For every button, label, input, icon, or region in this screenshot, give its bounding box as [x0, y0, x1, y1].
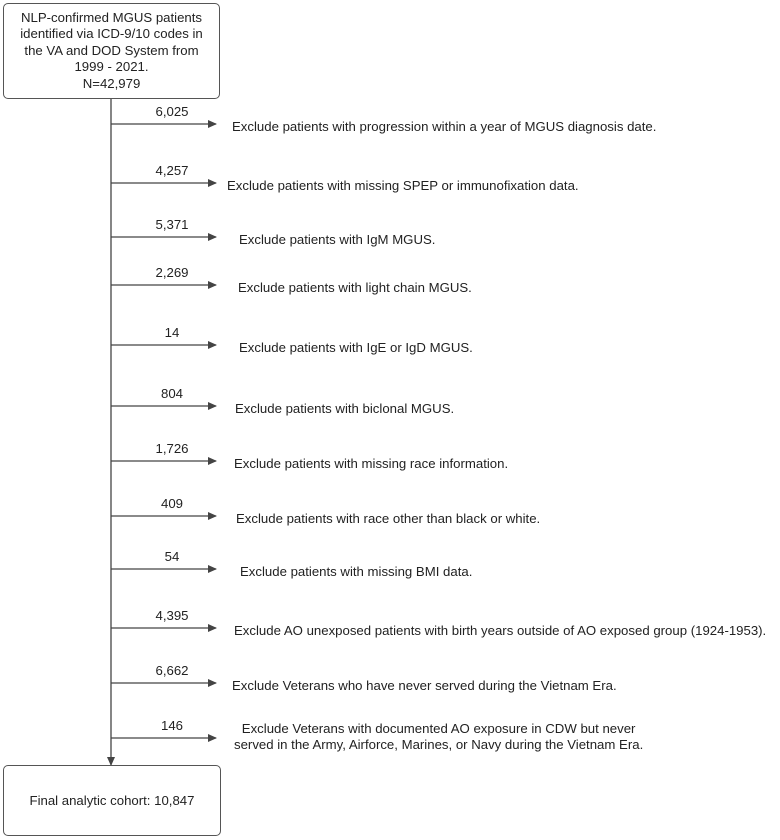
exclusion-label: Exclude patients with missing race information.: [234, 456, 509, 471]
initial-cohort-line: the VA and DOD System from: [24, 42, 199, 58]
exclusion-count: 6,025: [155, 104, 189, 119]
initial-cohort-line: 1999 - 2021.: [74, 59, 149, 75]
initial-cohort-box: [3, 3, 220, 99]
initial-cohort-count: N=42,979: [82, 75, 141, 91]
exclusion-label: Exclude AO unexposed patients with birth years outside of AO exposed group (1924-1953).: [234, 623, 767, 638]
exclusion-count: 146: [160, 718, 184, 733]
exclusion-count: 4,257: [155, 163, 189, 178]
exclusion-label: Exclude patients with missing SPEP or immunofixation data.: [227, 178, 579, 193]
exclusion-label: Exclude patients with biclonal MGUS.: [235, 401, 455, 416]
exclusion-count: 14: [164, 325, 180, 340]
exclusion-label: Exclude patients with light chain MGUS.: [238, 280, 472, 295]
exclusion-label: Exclude Veterans with documented AO exposure in CDW but never served in the Army, Airforce, Marines, or Navy during the Vietnam Era.: [234, 721, 644, 752]
exclusion-count: 1,726: [155, 441, 189, 456]
initial-cohort-line: NLP-confirmed MGUS patients: [20, 9, 203, 25]
exclusion-count: 804: [160, 386, 184, 401]
exclusion-label: Exclude patients with IgM MGUS.: [239, 232, 436, 247]
exclusion-count: 2,269: [155, 265, 189, 280]
exclusion-count: 54: [164, 549, 180, 564]
exclusion-count: 4,395: [155, 608, 189, 623]
final-cohort-label: Final analytic cohort: 10,847: [29, 793, 195, 808]
final-cohort-box: [3, 765, 221, 836]
exclusion-label: Exclude patients with IgE or IgD MGUS.: [239, 340, 473, 355]
initial-cohort-line: identified via ICD-9/10 codes in: [20, 26, 203, 42]
exclusion-label: Exclude patients with race other than black or white.: [236, 511, 541, 526]
exclusion-count: 409: [160, 496, 184, 511]
exclusion-label: Exclude patients with progression within a year of MGUS diagnosis date.: [232, 119, 657, 134]
exclusion-count: 6,662: [155, 663, 189, 678]
exclusion-count: 5,371: [155, 217, 189, 232]
exclusion-label: Exclude Veterans who have never served during the Vietnam Era.: [232, 678, 617, 693]
exclusion-label: Exclude patients with missing BMI data.: [240, 564, 473, 579]
